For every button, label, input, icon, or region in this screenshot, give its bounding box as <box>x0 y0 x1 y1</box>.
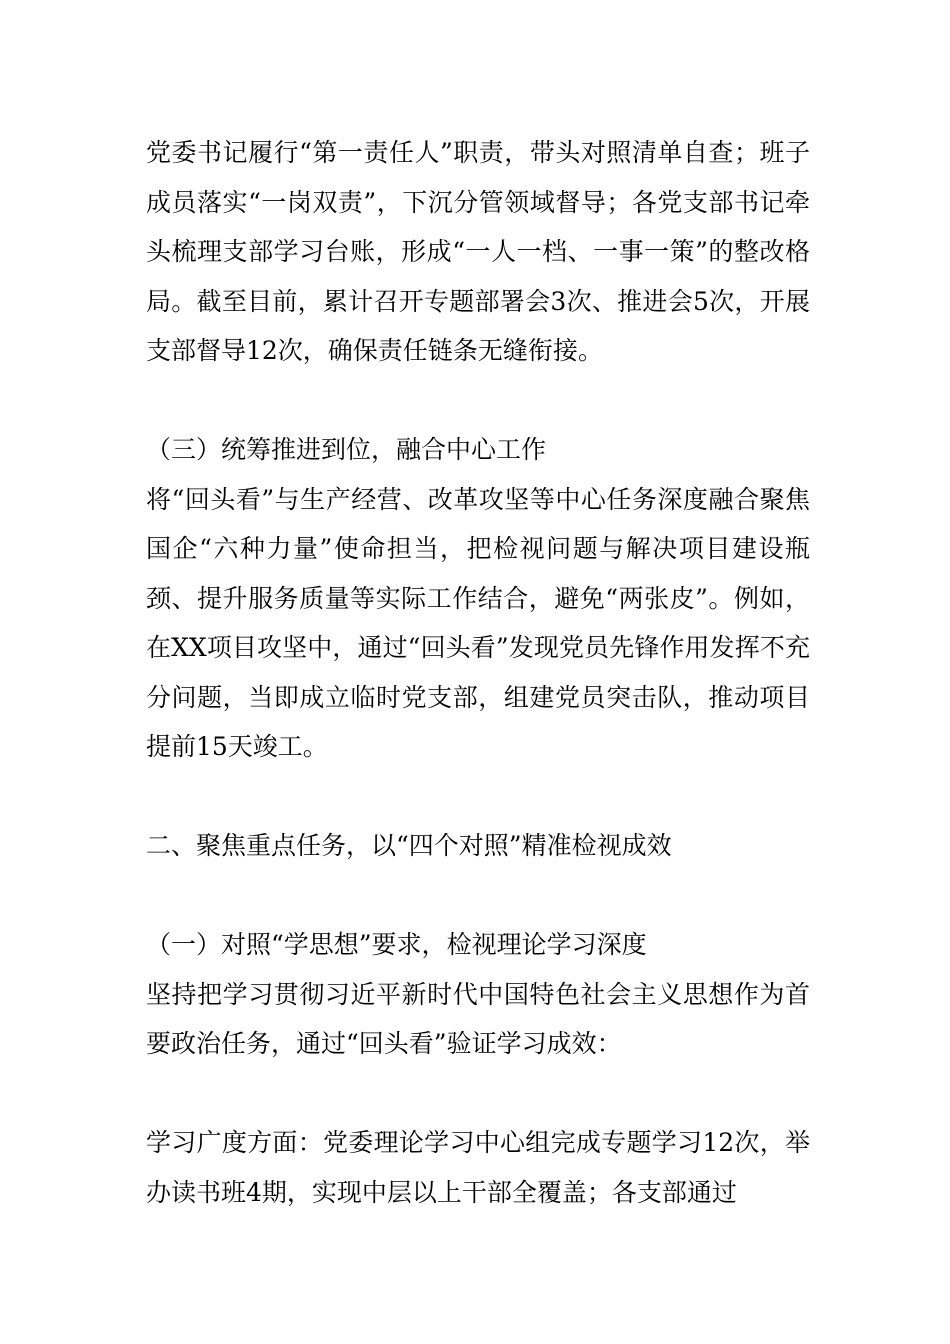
paragraph-spacer <box>146 1069 810 1119</box>
subheading-coordinate-advance: （三）统筹推进到位，融合中心工作 <box>146 435 547 464</box>
document-body <box>146 128 810 1217</box>
paragraph-theory-study: 坚持把学习贯彻习近平新时代中国特色社会主义思想作为首要政治任务，通过“回头看”验证学习成效： <box>146 979 810 1058</box>
section-heading-four-comparisons: 二、聚焦重点任务，以“四个对照”精准检视成效 <box>146 831 672 860</box>
paragraph-spacer <box>146 376 810 426</box>
paragraph-integrate-central-work: 将“回头看”与生产经营、改革攻坚等中心任务深度融合聚焦国企“六种力量”使命担当，把检视问题与解决项目建设瓶颈、提升服务质量等实际工作结合，避免“两张皮”。例如，在XX项目攻坚中，通过“回头看”发现党员先锋作用发挥不充分问题，当即成立临时党支部，组建党员突击队，推动项目提前15天竣工。 <box>146 484 810 761</box>
paragraph-spacer <box>146 772 810 822</box>
paragraph-spacer <box>146 871 810 921</box>
paragraph-study-breadth: 学习广度方面：党委理论学习中心组完成专题学习12次，举办读书班4期，实现中层以上干部全覆盖；各支部通过 <box>146 1128 810 1207</box>
paragraph-responsibility-chain: 党委书记履行“第一责任人”职责，带头对照清单自查；班子成员落实“一岗双责”，下沉分管领域督导；各党支部书记牵头梳理支部学习台账，形成“一人一档、一事一策”的整改格局。截至目前，累计召开专题部署会3次、推进会5次，开展支部督导12次，确保责任链条无缝衔接。 <box>146 138 810 365</box>
subheading-study-thought: （一）对照“学思想”要求，检视理论学习深度 <box>146 930 647 959</box>
